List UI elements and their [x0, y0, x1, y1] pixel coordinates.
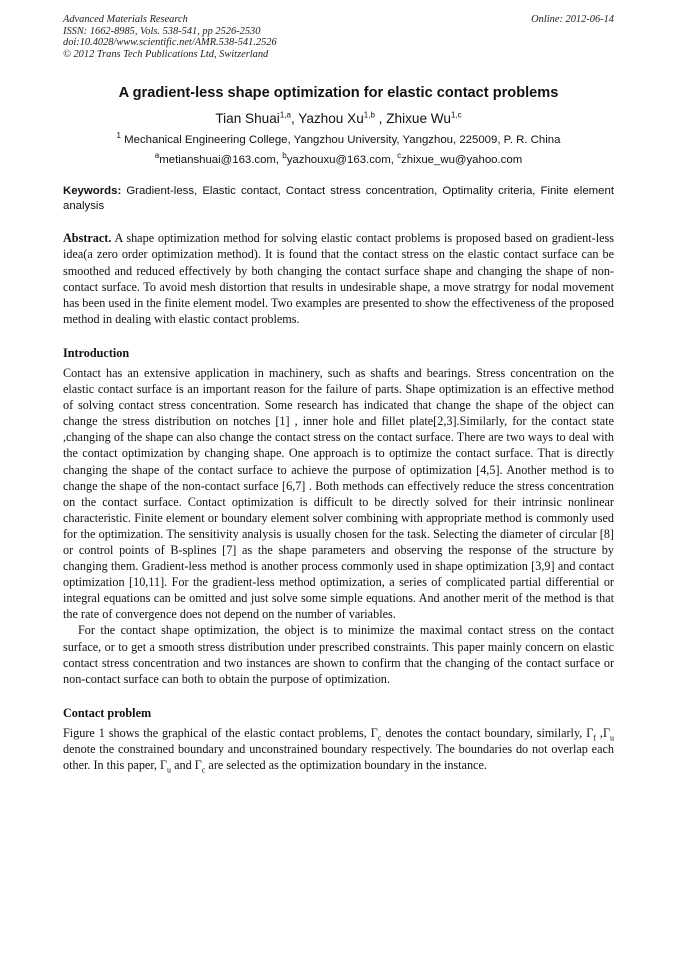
author-superscript: 1,a — [279, 110, 291, 120]
author-name: Zhixue Wu — [386, 111, 451, 127]
online-date: Online: 2012-06-14 — [531, 14, 614, 25]
journal-name: Advanced Materials Research — [63, 14, 188, 25]
email-link[interactable]: zhixue_wu@yahoo.com — [401, 154, 523, 167]
gamma-subscript: u — [167, 765, 172, 775]
contact-text: are selected as the optimization boundary in the instance. — [205, 758, 487, 772]
gamma-subscript: f — [593, 733, 596, 743]
author-separator: , — [290, 111, 299, 127]
contact-paragraph — [63, 725, 614, 773]
abstract — [63, 230, 614, 327]
email-list — [63, 153, 614, 167]
doi-line: doi:10.4028/www.scientific.net/AMR.538-541.2526 — [63, 37, 277, 49]
email-superscript: a — [154, 151, 160, 161]
abstract-text: A shape optimization method for solving elastic contact problems is proposed based on gradient-less idea(a zero order optimization method). It is found that the contact stress on the elastic contact surface can be smoothed and reduced effectively by both changing the contact surface shape and changing the shape of non-contact surface. To avoid mesh distortion that results in undesirable shape, a move stratrgy for nodal movement has been used in the finite element model. Two examples are presented to show the effectiveness of the proposed method in dealing with elastic contact problems. — [63, 231, 614, 326]
issn-line: ISSN: 1662-8985, Vols. 538-541, pp 2526-2530 — [63, 25, 261, 37]
section-heading-introduction: Introduction — [63, 345, 130, 360]
affiliation-superscript: 1 — [116, 131, 121, 141]
intro-paragraph-1: Contact has an extensive application in machinery, such as shafts and bearings. Stress concentration on the elastic contact surface is an important reason for the failure of parts. Shape optimization is an effective method of solving contact stress concentration. Some research has indicated that change the shape of the object can change the stress distribution on notches [1] , inner hole and fillet plate[2,3].Similarly, for the contact state ,changing of the shape can also change the contact stress on the contact surface. There are two ways to deal with the contact optimization by changing shape. One approach is to optimize the contact surface. That is directly changing the shape of the contact surface to achieve the purpose of optimization [4,5]. Another method is to change the shape of the non-contact surface [6,7] . Both methods can effectively reduce the stress concentration on the contact surface. Contact optimization is difficult to be directly solved for their intrinsic nonlinear characteristic. Finite element or boundary element solver combining with appropriate method is commonly used for the optimization. The sensitivity analysis is usually chosen for the task. Selecting the diameter of circular [8] or control points of B-splines [7] as the shape parameters and observing the response of the structure by changing them. Gradient-less method is another process commonly used in shape optimization [3,9] and contact optimization [10,11]. For the gradient-less method optimization, a series of complicated partial differential or integral equations can be omitted and just solve some simple equations. And another merit of the method is that the rate of convergence does not depend on the number of variables. — [63, 365, 614, 622]
affiliation — [63, 133, 614, 147]
email-separator: , — [275, 154, 283, 167]
gamma-subscript: c — [377, 733, 382, 743]
contact-text: Figure 1 shows the graphical of the elastic contact problems, Γ — [63, 725, 378, 740]
author-name: Yazhou Xu — [298, 111, 364, 127]
email-superscript: c — [397, 151, 402, 161]
author-separator: , — [374, 111, 387, 127]
gamma-subscript: u — [610, 733, 614, 743]
email-link[interactable]: yazhouxu@163.com — [286, 154, 391, 167]
copyright-line: © 2012 Trans Tech Publications Ltd, Switzerland — [63, 48, 269, 60]
section-heading-contact-problem: Contact problem — [63, 705, 152, 720]
gamma-subscript: c — [201, 765, 206, 775]
author-name: Tian Shuai — [215, 111, 280, 127]
journal-info — [63, 14, 277, 60]
abstract-label: Abstract. — [63, 231, 112, 246]
contact-text: denotes the contact boundary, similarly, Γ — [381, 725, 594, 740]
contact-text: and Γ — [171, 758, 202, 772]
author-superscript: 1,b — [363, 110, 375, 120]
contact-text: denote the constrained boundary and unconstrained boundary respectively. The boundaries do not overlap each other. In this paper, Γ — [63, 741, 614, 772]
contact-text: ,Γ — [595, 725, 610, 740]
email-link[interactable]: metianshuai@163.com — [159, 154, 276, 167]
affiliation-text: Mechanical Engineering College, Yangzhou University, Yangzhou, 225009, P. R. China — [120, 134, 561, 147]
keywords-label: Keywords: — [63, 185, 122, 198]
author-superscript: 1,c — [450, 110, 462, 120]
paper-title: A gradient-less shape optimization for elastic contact problems — [118, 85, 559, 102]
email-separator: , — [390, 154, 398, 167]
email-superscript: b — [282, 151, 287, 161]
author-list — [63, 111, 614, 127]
paper-page — [63, 14, 614, 773]
intro-paragraph-2: For the contact shape optimization, the object is to minimize the maximal contact stress on the contact surface, or to get a smooth stress distribution under prescribed constraints. This paper mainly concern on elastic contact stress concentration and two instances are shown to confirm that the changing of the contact surface or non-contact surface can both to obtain the purpose of optimization. — [63, 623, 614, 686]
keywords — [63, 184, 614, 214]
keywords-text: Gradient-less, Elastic contact, Contact stress concentration, Optimality criteria, Finite element analysis — [63, 185, 614, 213]
journal-header — [63, 14, 614, 60]
